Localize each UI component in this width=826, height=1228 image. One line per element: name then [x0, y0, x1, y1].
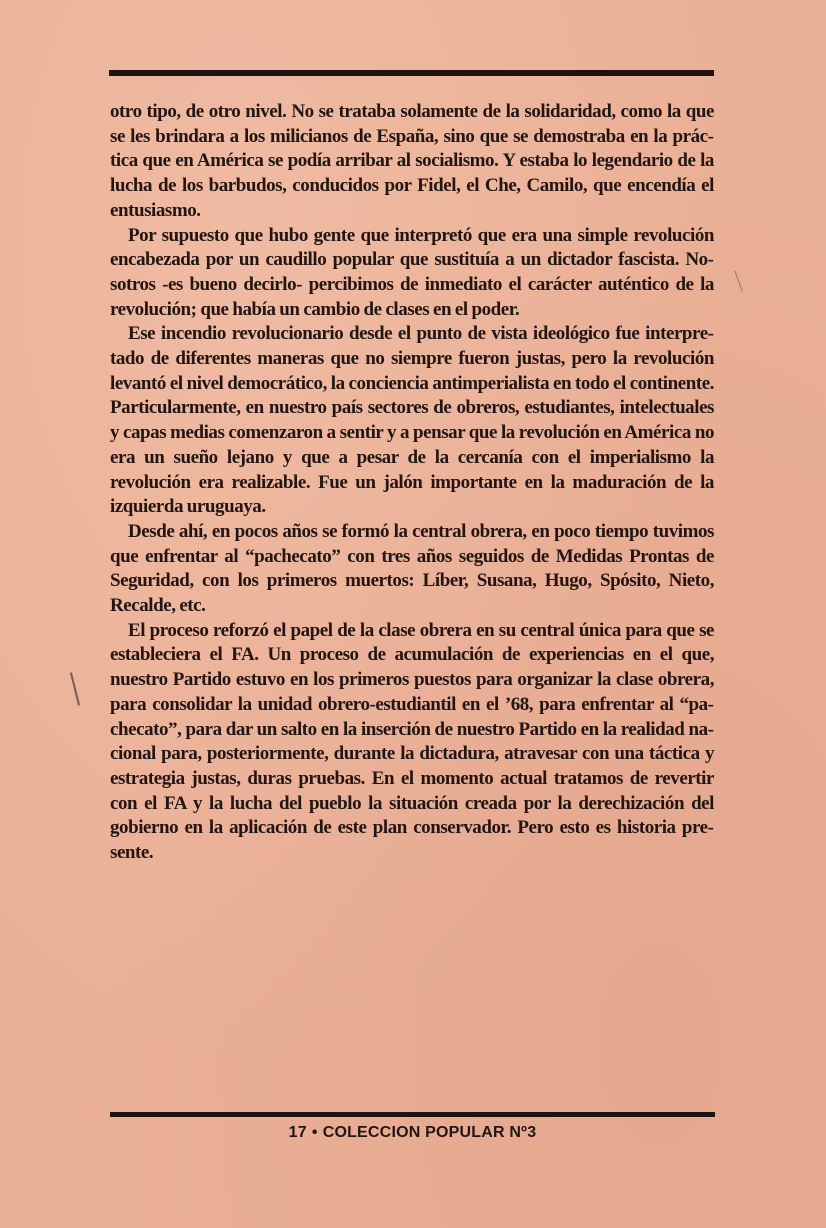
collection-title: COLECCION POPULAR Nº3 — [322, 1124, 537, 1141]
body-text — [110, 100, 714, 866]
bullet-separator: • — [311, 1124, 318, 1141]
pencil-mark — [70, 672, 80, 705]
paragraph: Ese incendio revolucionario desde el punto de vista ideológico fue interpretado de diferentes maneras que no siempre fueron justas, pero la revolución levantó el nivel democrático, la conciencia antimperialista en todo el continente. Particularmente, en nuestro país sectores de obreros, estudiantes, intelectuales y capas medias comenzaron a sentir y a pensar que la revolución en América no era un sueño lejano y que a pesar de la cercanía con el imperialismo la revolución era realizable. Fue un jalón importante en la maduración de la izquierda uruguaya. — [110, 323, 714, 518]
pencil-mark — [734, 270, 742, 291]
paragraph: Desde ahí, en pocos años se formó la central obrera, en poco tiempo tuvimos que enfrentar al “pachecato” con tres años seguidos de Medidas Prontas de Seguridad, con los primeros muertos: Líber, Susana, Hugo, Spósito, Nieto, Recalde, etc. — [110, 520, 714, 617]
top-rule — [109, 70, 714, 76]
paragraph: otro tipo, de otro nivel. No se trataba solamente de la solidaridad, como la que se les brindara a los milicianos de España, sino que se demostraba en la práctica que en América se podía arribar al socialismo. Y estaba lo legendario de la lucha de los barbudos, conducidos por Fidel, el Che, Camilo, que encendía el entusiasmo. — [110, 101, 714, 221]
paragraph: Por supuesto que hubo gente que interpretó que era una simple revolución encabezada por un caudillo popular que sustituía a un dictador fascista. Nosotros -es bueno decirlo- percibimos de inmediato el carácter auténtico de la revolución; que había un cambio de clases en el poder. — [110, 224, 714, 320]
page-number: 17 — [288, 1124, 307, 1141]
paragraph: El proceso reforzó el papel de la clase obrera en su central única para que se estableciera el FA. Un proceso de acumulación de experiencias en el que, nuestro Partido estuvo en los primeros puestos para organizar la clase obrera, para consolidar la unidad obrero-estudiantil en el ’68, para enfrentar al “pachecato”, para dar un salto en la inserción de nuestro Partido en la realidad nacional para, posteriormente, durante la dictadura, atravesar con una táctica y estrategia justas, duras pruebas. En el momento actual tratamos de revertir con el FA y la lucha del pueblo la situación creada por la derechización del gobierno en la aplicación de este plan conservador. Pero esto es historia presente. — [110, 619, 714, 864]
bottom-rule — [110, 1112, 715, 1117]
page-footer — [110, 1124, 715, 1142]
